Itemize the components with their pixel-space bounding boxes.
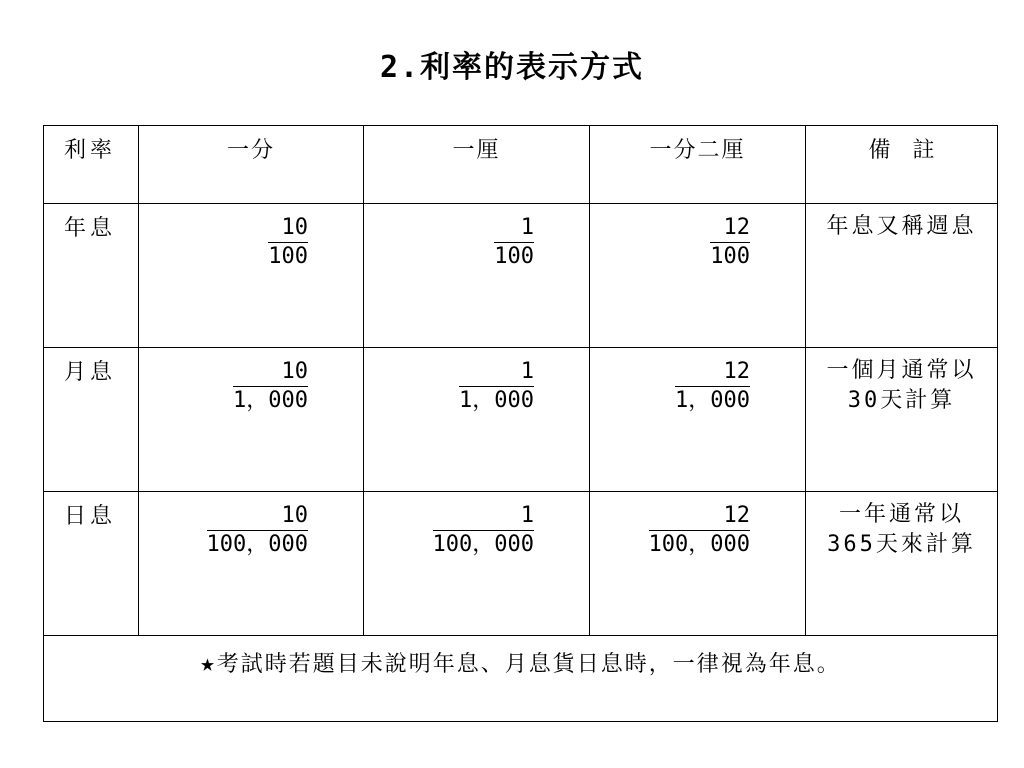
fraction — [207, 502, 308, 559]
fraction-numerator: 1 — [433, 502, 534, 531]
fraction-numerator: 1 — [459, 358, 534, 387]
header-cell-yifen-erli — [590, 126, 806, 204]
footnote-row — [44, 636, 998, 722]
fraction-numerator: 10 — [207, 502, 308, 531]
fraction-denominator: 1，000 — [233, 388, 308, 413]
remark-cell — [806, 492, 998, 636]
header-cell-remarks — [806, 126, 998, 204]
page-title: 2.利率的表示方式 — [379, 50, 645, 85]
header-cell-rate — [44, 126, 139, 204]
table-row — [44, 492, 998, 636]
remark-text: 一個月通常以30天計算 — [826, 358, 977, 413]
header-label-remarks: 備 註 — [868, 138, 935, 163]
row-label: 日息 — [64, 504, 117, 529]
fraction-numerator: 12 — [649, 502, 750, 531]
header-label-yili: 一厘 — [452, 138, 501, 163]
fraction — [710, 214, 750, 271]
fraction-denominator: 1，000 — [459, 388, 534, 413]
fraction-numerator: 1 — [494, 214, 534, 243]
fraction-denominator: 100，000 — [648, 532, 750, 557]
remark-cell — [806, 204, 998, 348]
fraction-cell — [139, 204, 364, 348]
fraction — [649, 502, 750, 559]
fraction-cell — [364, 204, 590, 348]
fraction-denominator: 1，000 — [675, 388, 750, 413]
fraction-cell — [590, 204, 806, 348]
fraction-denominator: 100 — [710, 244, 750, 269]
fraction-numerator: 12 — [710, 214, 750, 243]
header-cell-yifen — [139, 126, 364, 204]
fraction-numerator: 12 — [675, 358, 750, 387]
row-label-cell — [44, 348, 139, 492]
fraction — [433, 502, 534, 559]
header-label-yifen-erli: 一分二厘 — [649, 138, 746, 163]
header-cell-yili — [364, 126, 590, 204]
remark-text: 一年通常以365天來計算 — [827, 502, 976, 557]
row-label-cell — [44, 492, 139, 636]
fraction — [268, 214, 308, 271]
fraction-denominator: 100 — [268, 244, 308, 269]
fraction — [233, 358, 308, 415]
fraction-numerator: 10 — [233, 358, 308, 387]
footnote-cell — [44, 636, 998, 722]
footnote-text: 考試時若題目未說明年息、月息貨日息時，一律視為年息。 — [216, 652, 841, 677]
header-label-yifen: 一分 — [226, 138, 275, 163]
fraction-numerator: 10 — [268, 214, 308, 243]
header-label-rate: 利率 — [64, 138, 117, 163]
table-row — [44, 348, 998, 492]
footnote — [44, 636, 997, 680]
fraction-denominator: 100，000 — [206, 532, 308, 557]
interest-rate-table — [43, 125, 998, 722]
fraction — [494, 214, 534, 271]
star-icon: ★ — [200, 649, 217, 677]
remark-cell — [806, 348, 998, 492]
fraction-cell — [139, 492, 364, 636]
row-label: 月息 — [64, 360, 117, 385]
fraction-cell — [364, 492, 590, 636]
fraction-denominator: 100，000 — [432, 532, 534, 557]
fraction-cell — [139, 348, 364, 492]
remark-text: 年息又稱週息 — [826, 214, 977, 239]
fraction-cell — [590, 348, 806, 492]
table-header-row — [44, 126, 998, 204]
table-row — [44, 204, 998, 348]
row-label: 年息 — [64, 216, 117, 241]
fraction-denominator: 100 — [494, 244, 534, 269]
fraction-cell — [590, 492, 806, 636]
fraction — [459, 358, 534, 415]
fraction-cell — [364, 348, 590, 492]
fraction — [675, 358, 750, 415]
row-label-cell — [44, 204, 139, 348]
